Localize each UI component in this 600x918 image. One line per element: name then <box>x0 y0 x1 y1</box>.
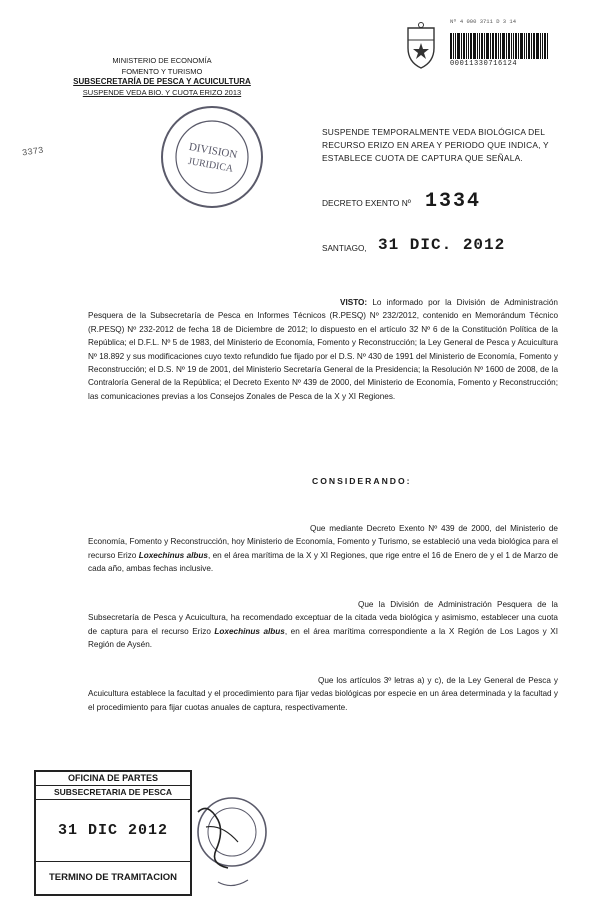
svg-text:JURIDICA: JURIDICA <box>187 155 234 175</box>
considerando-paragraph-2: Que la División de Administración Pesquera de la Subsecretaría de Pesca y Acuicultura, ha recomendado exceptuar de la citada veda biológica y asimismo, establecer una cuota de captura para el recurso Erizo Loxechinus albus, en el área marítima correspondiente a la X Región de Los Lagos y XI Región de Aysén. <box>88 600 559 650</box>
barcode-bar <box>524 33 525 59</box>
visto-paragraph <box>88 296 558 403</box>
barcode-bar <box>495 33 497 59</box>
barcode-bar <box>479 33 480 59</box>
barcode-bar <box>470 33 472 59</box>
species-name: Loxechinus albus <box>138 550 208 560</box>
barcode-bar <box>500 33 501 59</box>
barcode-bar <box>473 33 476 59</box>
header-line-fomento: FOMENTO Y TURISMO <box>121 66 203 76</box>
date-label: SANTIAGO, <box>322 244 367 253</box>
barcode-bar <box>502 33 505 59</box>
barcode-bar <box>457 33 460 59</box>
chile-crest-icon <box>400 22 442 70</box>
decree-label: DECRETO EXENTO Nº <box>322 198 411 208</box>
barcode-bar <box>533 33 535 59</box>
oficina-partes-stamp <box>34 770 192 896</box>
decree-number: 1334 <box>425 190 482 213</box>
barcode-bar <box>518 33 519 59</box>
visto-label: VISTO: <box>340 298 368 307</box>
date-stamp: 31 DIC. 2012 <box>378 236 506 254</box>
barcode-bar <box>528 33 530 59</box>
svg-text:DIVISION: DIVISION <box>187 140 239 162</box>
barcode-bars <box>450 31 562 59</box>
considerando-paragraph-3: Que los artículos 3º letras a) y c), de la Ley General de Pesca y Acuicultura establece la facultad y el procedimiento para fijar vedas biológicas por especie en un área determinada y la facultad y el procedimiento para fijar cuotas anuales de captura, respectivamente. <box>88 676 558 712</box>
header-line-subsecretaria: SUBSECRETARÍA DE PESCA Y ACUICULTURA <box>73 77 251 86</box>
barcode-bar <box>461 33 462 59</box>
barcode-bar <box>526 33 527 59</box>
barcode-bar <box>506 33 507 59</box>
barcode-bar <box>484 33 485 59</box>
barcode-bar <box>498 33 499 59</box>
barcode-bar <box>520 33 523 59</box>
barcode-bar <box>492 33 494 59</box>
division-juridica-seal <box>155 100 270 215</box>
barcode-bar <box>508 33 510 59</box>
barcode-bar <box>536 33 539 59</box>
barcode-bar <box>466 33 467 59</box>
barcode-bar <box>481 33 483 59</box>
barcode-bar <box>547 33 548 59</box>
stamp-line-oficina: OFICINA DE PARTES <box>36 772 190 786</box>
barcode-tag: Nº 4 000 3711 D 3 14 <box>450 18 517 25</box>
barcode-bar <box>468 33 469 59</box>
decree-subject: SUSPENDE TEMPORALMENTE VEDA BIOLÓGICA DEL RECURSO ERIZO EN AREA Y PERIODO QUE INDICA, Y ESTABLECE CUOTA DE CAPTURA QUE SEÑALA. <box>322 127 549 163</box>
barcode-bar <box>544 33 546 59</box>
barcode-bar <box>486 33 489 59</box>
ministry-header <box>62 56 262 98</box>
barcode-number: 00011330716124 <box>450 60 518 68</box>
header-line-reference: SUSPENDE VEDA BIO. Y CUOTA ERIZO 2013 <box>82 87 242 97</box>
stamp-line-termino: TERMINO DE TRAMITACION <box>48 872 178 883</box>
barcode-bar <box>513 33 514 59</box>
barcode-bar <box>453 33 454 59</box>
page-number: 3373 <box>21 145 45 159</box>
barcode-bar <box>490 33 491 59</box>
barcode-bar <box>450 33 452 59</box>
header-line-ministry: MINISTERIO DE ECONOMÍA <box>112 56 212 65</box>
considerando-title: CONSIDERANDO: <box>312 476 412 486</box>
barcode-bar <box>540 33 541 59</box>
stamp-line-subsecretaria: SUBSECRETARIA DE PESCA <box>36 786 190 800</box>
stamp-date: 31 DIC 2012 <box>36 800 190 862</box>
considerando-paragraph-1: Que mediante Decreto Exento Nº 439 de 2000, del Ministerio de Economía, Fomento y Reconstrucción, hoy Ministerio de Economía, Fomento y Turismo, se estableció una veda biológica para el recurso Erizo Loxechinus albus, en el área marítima de la X y XI Regiones, que rige entre el 16 de Enero de y el 1 de Marzo de cada año, ambas fechas inclusive. <box>88 524 559 574</box>
barcode-bar <box>463 33 465 59</box>
document-barcode <box>450 18 562 68</box>
barcode-bar <box>511 33 512 59</box>
barcode-bar <box>531 33 532 59</box>
visto-text: Lo informado por la División de Administración Pesquera de la Subsecretaría de Pesca en Informes Técnicos (R.PESQ) Nº 232/2012, contenido en Memorándum Técnico (R.PESQ) Nº 232-2012 de fecha 18 de Diciembre de 2012; lo dispuesto en el artículo 32 Nº 6 de la Constitución Política de la República; el D.F.L. Nº 5 de 1983, del Ministerio de Economía, Fomento y Reconstrucción; la Ley General de Pesca y Acuicultura Nº 18.892 y sus modificaciones cuyo texto refundido fue fijado por el D.S. Nº 430 de 1991 del Ministerio de Economía, Fomento y Reconstrucción; el D.S. Nº 19 de 2001, del Ministerio Secretaría General de la Presidencia; la Resolución Nº 1600 de 2008, de la Contraloría General de la República; el Decreto Exento Nº 439 de 2000, del Ministerio de Economía, Fomento y Reconstrucción; las comunicaciones previas a los Consejos Zonales de Pesca de la X y XI Regiones. <box>88 298 558 401</box>
barcode-bar <box>455 33 456 59</box>
barcode-bar <box>515 33 517 59</box>
species-name: Loxechinus albus <box>214 626 285 636</box>
official-seal-signature <box>188 772 270 902</box>
barcode-bar <box>542 33 543 59</box>
barcode-bar <box>477 33 478 59</box>
